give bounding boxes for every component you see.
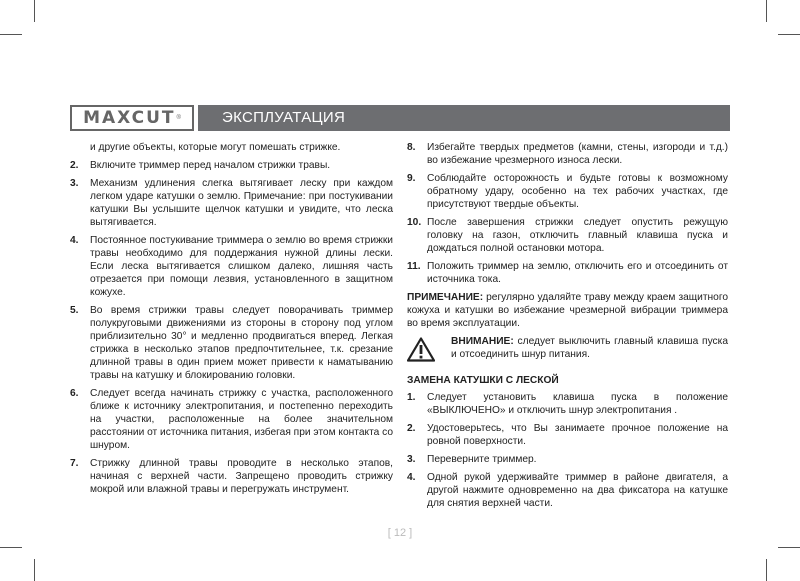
page-number: [ 12 ] bbox=[387, 527, 413, 539]
item-number: 9. bbox=[407, 173, 416, 184]
item-number: 3. bbox=[407, 454, 416, 465]
note-paragraph bbox=[407, 291, 728, 330]
item-text: Следует всегда начинать стрижку с участка, расположенного ближе к источнику электропитания, и постепенно переходить на участки, расположенные на более значительном расстоянии от источника питания, избегая при этом контакта со шнуром. bbox=[90, 388, 393, 451]
crop-mark bbox=[778, 547, 800, 548]
crop-mark bbox=[766, 559, 767, 581]
brand-logo bbox=[70, 105, 194, 131]
item-number: 7. bbox=[70, 458, 79, 469]
item-number: 8. bbox=[407, 142, 416, 153]
brand-logo-text: MAXCUT bbox=[83, 108, 176, 128]
list-item-continuation: и другие объекты, которые могут помешать стрижке. bbox=[90, 142, 341, 153]
crop-mark bbox=[34, 559, 35, 581]
list-item bbox=[407, 471, 728, 510]
item-text: Постоянное постукивание триммера о землю во время стрижки травы необходимо для поддержания нужной длины лески. Если леска вытягивается слишком далеко, лишняя часть отрезается при помощи лезвия, установленного в защитном кожухе. bbox=[90, 235, 393, 298]
crop-mark bbox=[34, 0, 35, 22]
section-title: ЭКСПЛУАТАЦИЯ bbox=[222, 109, 346, 126]
list-item bbox=[70, 387, 393, 452]
item-number: 1. bbox=[407, 392, 416, 403]
list-item bbox=[407, 141, 728, 167]
page-header bbox=[70, 105, 730, 131]
item-text: Стрижку длинной травы проводите в несколько этапов, начиная с верхней части. Запрещено проводить стрижку мокрой или влажной травы и перегружать инструмент. bbox=[90, 458, 393, 495]
item-number: 10. bbox=[407, 217, 422, 228]
warning-triangle-icon bbox=[407, 335, 451, 362]
item-text: Избегайте твердых предметов (камни, стены, изгороди и т.д.) во избежание чрезмерного износа лески. bbox=[427, 142, 728, 166]
item-number: 11. bbox=[407, 261, 421, 272]
item-text: Включите триммер перед началом стрижки травы. bbox=[90, 160, 331, 171]
crop-mark bbox=[778, 34, 800, 35]
item-number: 5. bbox=[70, 305, 79, 316]
list-item bbox=[407, 260, 728, 286]
item-text: Положить триммер на землю, отключить его и отсоединить от источника тока. bbox=[427, 261, 728, 285]
list-item bbox=[70, 177, 393, 229]
item-number: 3. bbox=[70, 178, 79, 189]
list-item bbox=[70, 234, 393, 299]
list-item bbox=[407, 453, 728, 466]
section-heading: ЗАМЕНА КАТУШКИ С ЛЕСКОЙ bbox=[407, 375, 559, 386]
item-number: 2. bbox=[407, 423, 416, 434]
list-item bbox=[407, 172, 728, 211]
list-item bbox=[407, 422, 728, 448]
left-column bbox=[70, 141, 393, 501]
crop-mark bbox=[766, 0, 767, 22]
item-text: Следует установить клавиша пуска в положение «ВЫКЛЮЧЕНО» и отключить шнур электропитания . bbox=[427, 392, 728, 416]
item-text: Во время стрижки травы следует поворачивать триммер полукруговыми движениями из стороны в сторону под углом приблизительно 30° и медленно продвигаться вперед. Легкая стрижка в несколько этапов предпочтительнее, т.к. срезание длинной травы в один прием может привести к наматыванию травы на катушку и блокированию головки. bbox=[90, 305, 393, 381]
item-text: Удостоверьтесь, что Вы занимаете прочное положение на ровной поверхности. bbox=[427, 423, 728, 447]
item-number: 2. bbox=[70, 160, 79, 171]
list-item bbox=[70, 159, 393, 172]
registered-mark: ® bbox=[176, 115, 181, 121]
list-item bbox=[407, 391, 728, 417]
item-text: Переверните триммер. bbox=[427, 454, 537, 465]
list-item bbox=[70, 304, 393, 382]
item-number: 6. bbox=[70, 388, 79, 399]
right-column bbox=[407, 141, 728, 515]
item-text: После завершения стрижки следует опустить режущую головку на газон, отключить главный клавиша пуска и дождаться полной остановки мотора. bbox=[427, 217, 728, 254]
crop-mark bbox=[0, 547, 22, 548]
note-text: регулярно удаляйте траву между краем защитного кожуха и катушки во избежание чрезмерной вибрации триммера во время эксплуатации. bbox=[407, 292, 728, 329]
list-item bbox=[70, 457, 393, 496]
warning-label: ВНИМАНИЕ: bbox=[451, 336, 514, 347]
warning-block bbox=[407, 335, 728, 362]
list-item bbox=[407, 216, 728, 255]
item-text: Соблюдайте осторожность и будьте готовы к возможному обратному удару, особенно на тех рабочих участках, где присутствуют твердые объекты. bbox=[427, 173, 728, 210]
item-text: Механизм удлинения слегка вытягивает леску при каждом легком ударе катушки о землю. Примечание: при постукивании катушки Вы услышите щелчок катушки и увидите, что леска вытягивается. bbox=[90, 178, 393, 228]
item-number: 4. bbox=[70, 235, 79, 246]
note-label: ПРИМЕЧАНИЕ: bbox=[407, 292, 484, 303]
warning-text-block bbox=[451, 335, 728, 362]
item-text: Одной рукой удерживайте триммер в районе двигателя, а другой нажмите одновременно на два фиксатора на катушке для снятия верхней части. bbox=[427, 472, 728, 509]
crop-mark bbox=[0, 34, 22, 35]
warning-text: следует выключить главный клавиша пуска и отсоединить шнур питания. bbox=[451, 336, 728, 360]
section-bar bbox=[198, 105, 730, 131]
item-number: 4. bbox=[407, 472, 416, 483]
